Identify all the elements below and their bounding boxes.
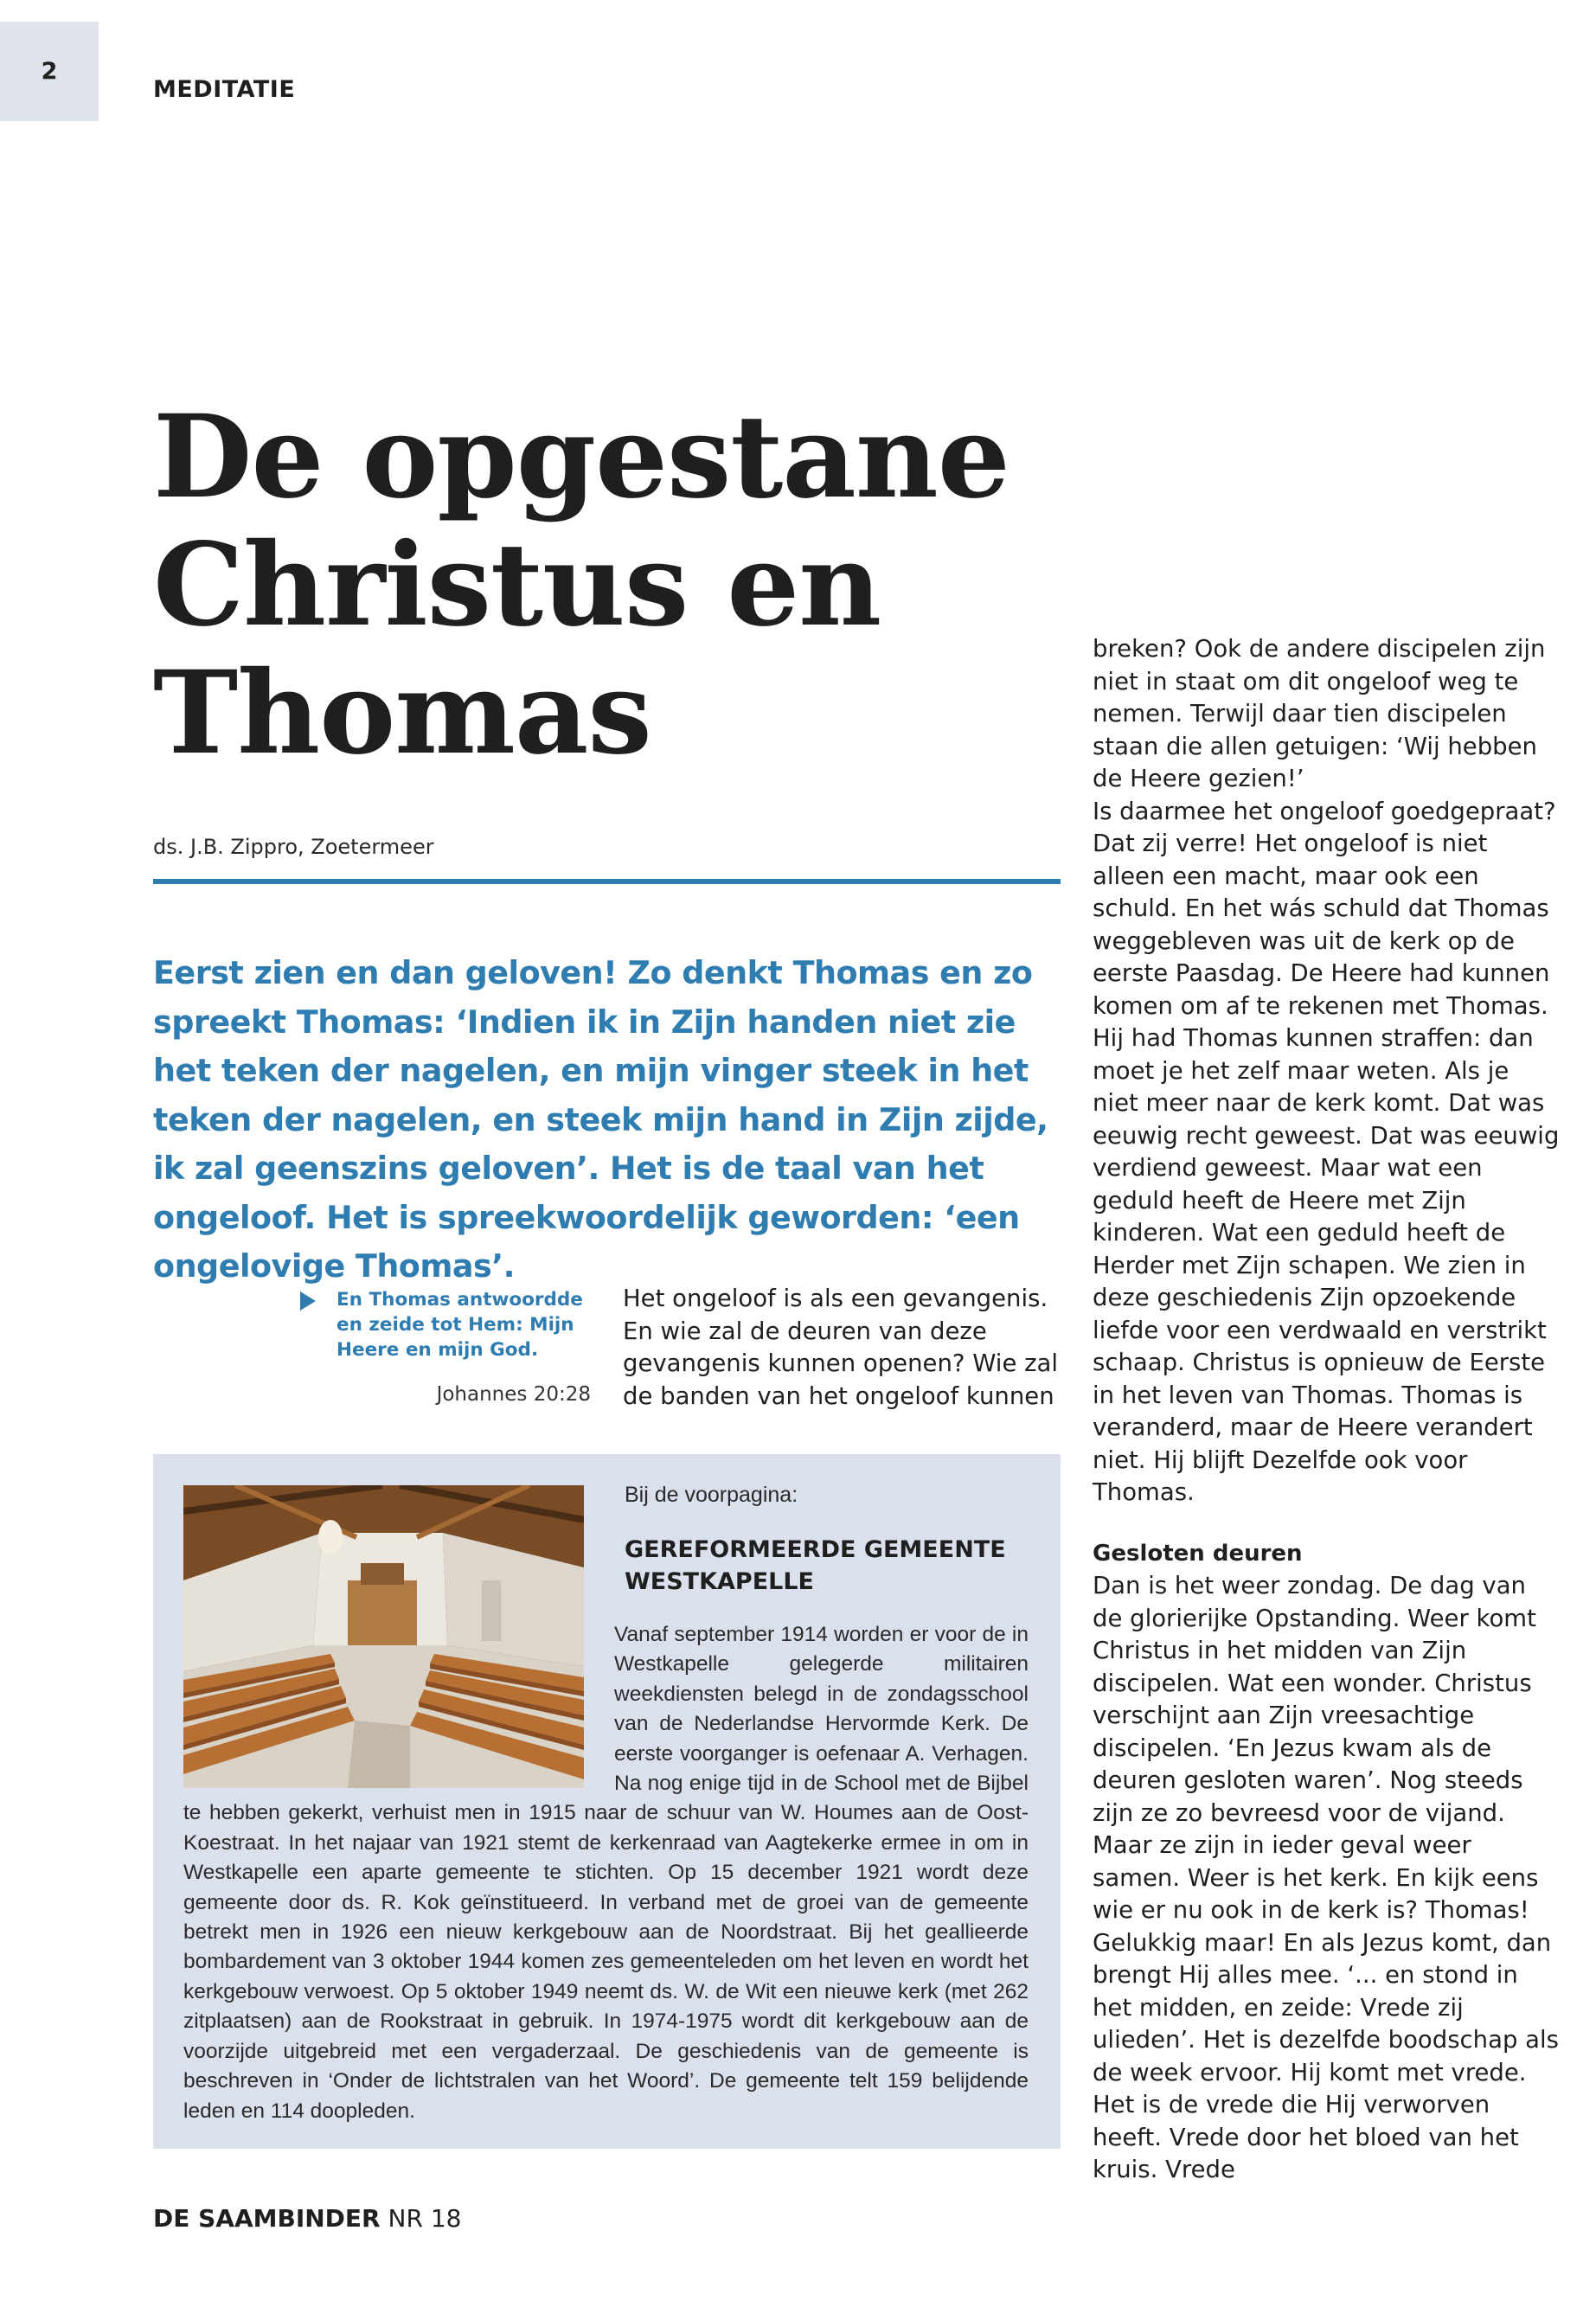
page-number-box — [0, 22, 99, 121]
author-byline: ds. J.B. Zippro, Zoetermeer — [153, 835, 434, 859]
page-number: 2 — [41, 58, 58, 85]
subheading: Gesloten deuren — [1093, 1540, 1303, 1567]
magazine-name: DE SAAMBINDER — [153, 2204, 381, 2233]
title-divider — [153, 879, 1061, 884]
infobox-title: GEREFORMEERDE GEMEENTE WESTKAPELLE — [625, 1536, 1006, 1595]
article-title — [153, 390, 1018, 780]
title-line-1: De opgestane — [153, 390, 1010, 524]
photo-float-spacer — [183, 1620, 614, 1790]
infobox-text-block — [183, 1620, 1029, 2126]
issue-number: NR 18 — [388, 2204, 462, 2233]
section-label: MEDITATIE — [153, 76, 296, 103]
title-line-3: Thomas — [153, 646, 651, 780]
body-paragraph: breken? Ook de andere discipelen zijn niet in staat om dit ongeloof weg te nemen. Terwijl daar tien discipelen staan die allen getuigen: ‘Wij hebben de Heere gezien!’ — [1093, 635, 1546, 792]
body-column-middle: Het ongeloof is als een gevangenis. En wie zal de deuren van deze gevangenis kunnen openen? Wie zal de banden van het ongeloof kunnen — [623, 1285, 1059, 1410]
title-line-2: Christus en — [153, 518, 881, 652]
page-footer — [153, 2204, 461, 2233]
body-paragraph: Is daarmee het ongeloof goedgepraat? Dat zij verre! Het ongeloof is niet alleen een macht, maar ook een schuld. En het wás schuld dat Thomas weggebleven was uit de kerk op de eerste Paasdag. De Heere had kunnen komen om af te rekenen met Thomas. Hij had Thomas kunnen straffen: dan moet je het zelf maar weten. Als je niet meer naar de kerk komt. Dat was eeuwig recht geweest. Dat was eeuwig verdiend geweest. Maar wat een geduld heeft de Heere met Zijn kinderen. Wat een geduld heeft de Herder met Zijn schapen. We zien in deze geschiedenis Zijn opzoekende liefde voor een verdwaald en verstrikt schaap. Christus is opnieuw de Eerste in het leven van Thomas. Thomas is veranderd, maar de Heere verandert niet. Hij blijft Dezelfde ook voor Thomas. — [1093, 797, 1560, 1506]
play-arrow-icon — [300, 1292, 316, 1311]
lead-paragraph: Eerst zien en dan geloven! Zo denkt Thomas en zo spreekt Thomas: ‘Indien ik in Zijn handen niet zie het teken der nagelen, en mijn vinger steek in het teken der nagelen, en steek mijn hand in Zijn zijde, ik zal geenszins geloven’. Het is de taal van het ongeloof. Het is spreekwoordelijk geworden: ‘een ongelovige Thomas’. — [153, 954, 1048, 1285]
infobox-text: Vanaf september 1914 worden er voor de in Westkapelle gelegerde militairen weekdiensten belegd in de zondagsschool van de Nederlandse Hervormde Kerk. De eerste voorganger is oefenaar A. Verhagen. Na nog enige tijd in de School met de Bijbel te hebben gekerkt, verhuist men in 1915 naar de schuur van W. Houmes aan de Oost-Koestraat. In het najaar van 1921 stemt de kerkenraad van Aagtekerke ermee in om in Westkapelle een aparte gemeente te stichten. Op 15 december 1921 wordt deze gemeente door ds. R. Kok geïnstitueerd. In verband met de groei van de gemeente betrekt men in 1926 een nieuw kerkgebouw aan de Noordstraat. Bij het geallieerde bombardement van 3 oktober 1944 komen zes gemeenteleden om het leven en wordt het kerkgebouw verwoest. Op 5 oktober 1949 neemt ds. W. de Wit een nieuwe kerk (met 262 zitplaatsen) aan de Rookstraat in gebruik. In 1974-1975 wordt dit kerkgebouw aan de voorzijde uitgebreid met een vergaderzaal. De geschiedenis van de gemeente is beschreven in ‘Onder de lichtstralen van het Woord’. De gemeente telt 159 belijdende leden en 114 doopleden. — [183, 1623, 1029, 2123]
scripture-reference: Johannes 20:28 — [436, 1383, 591, 1406]
infobox-kicker: Bij de voorpagina: — [625, 1483, 798, 1507]
body-column-right — [1093, 633, 1560, 2187]
scripture-quote: En Thomas antwoordde en zeide tot Hem: Mijn Heere en mijn God. — [337, 1289, 583, 1361]
body-paragraph: Dan is het weer zondag. De dag van de glorierijke Opstanding. Weer komt Christus in het midden van Zijn discipelen. Wat een wonder. Christus verschijnt aan Zijn vreesachtige discipelen. ‘En Jezus kwam als de deuren gesloten waren’. Nog steeds zijn ze zo bevreesd voor de vijand. Maar ze zijn in ieder geval weer samen. Weer is het kerk. En kijk eens wie er nu ook in de kerk is? Thomas! Gelukkig maar! En als Jezus komt, dan brengt Hij alles mee. ‘... en stond in het midden, en zeide: Vrede zij ulieden’. Het is dezelfde boodschap als de week ervoor. Hij komt met vrede. Het is de vrede die Hij verworven heeft. Vrede door het bloed van het kruis. Vrede — [1093, 1572, 1559, 2183]
